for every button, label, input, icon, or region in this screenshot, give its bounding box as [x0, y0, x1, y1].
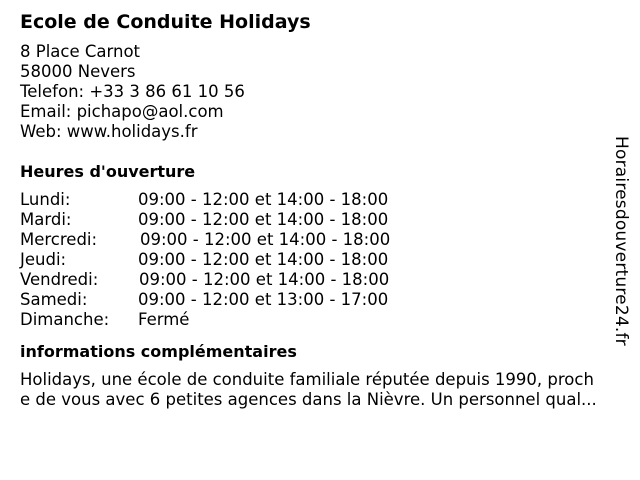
day-label: Vendredi: — [20, 270, 99, 289]
business-name: Ecole de Conduite Holidays — [20, 11, 311, 33]
phone-line: Telefon: +33 3 86 61 10 56 — [20, 82, 245, 101]
hours-heading: Heures d'ouverture — [20, 162, 196, 181]
time-value: 09:00 - 12:00 et 14:00 - 18:00 — [138, 210, 389, 229]
site-watermark: Horairesdouverture24.fr — [611, 136, 631, 346]
time-value: 09:00 - 12:00 et 14:00 - 18:00 — [139, 270, 390, 289]
day-label: Samedi: — [20, 290, 88, 309]
day-label: Mardi: — [20, 210, 72, 229]
hours-row-thursday — [20, 250, 620, 270]
day-label: Lundi: — [20, 190, 71, 209]
email-line: Email: pichapo@aol.com — [20, 102, 224, 121]
info-description-line: e de vous avec 6 petites agences dans la Nièvre. Un personnel qual... — [20, 390, 597, 409]
hours-row-sunday — [20, 310, 620, 330]
address-street: 8 Place Carnot — [20, 42, 141, 61]
hours-row-wednesday — [20, 230, 620, 250]
address-city: 58000 Nevers — [20, 62, 136, 81]
web-line: Web: www.holidays.fr — [20, 122, 198, 141]
time-value: Fermé — [138, 310, 190, 329]
business-card — [20, 10, 620, 410]
time-value: 09:00 - 12:00 et 14:00 - 18:00 — [140, 230, 391, 249]
day-label: Dimanche: — [20, 310, 110, 329]
address-block — [20, 42, 620, 142]
opening-hours — [20, 162, 620, 330]
hours-row-friday — [20, 270, 620, 290]
day-label: Jeudi: — [20, 250, 67, 269]
day-label: Mercredi: — [20, 230, 98, 249]
info-heading: informations complémentaires — [20, 342, 297, 361]
info-description-line: Holidays, une école de conduite familiale réputée depuis 1990, proch — [20, 370, 594, 389]
time-value: 09:00 - 12:00 et 14:00 - 18:00 — [138, 250, 389, 269]
time-value: 09:00 - 12:00 et 14:00 - 18:00 — [138, 190, 389, 209]
time-value: 09:00 - 12:00 et 13:00 - 17:00 — [138, 290, 389, 309]
additional-info — [20, 342, 620, 410]
hours-row-monday — [20, 190, 620, 210]
hours-row-tuesday — [20, 210, 620, 230]
hours-row-saturday — [20, 290, 620, 310]
